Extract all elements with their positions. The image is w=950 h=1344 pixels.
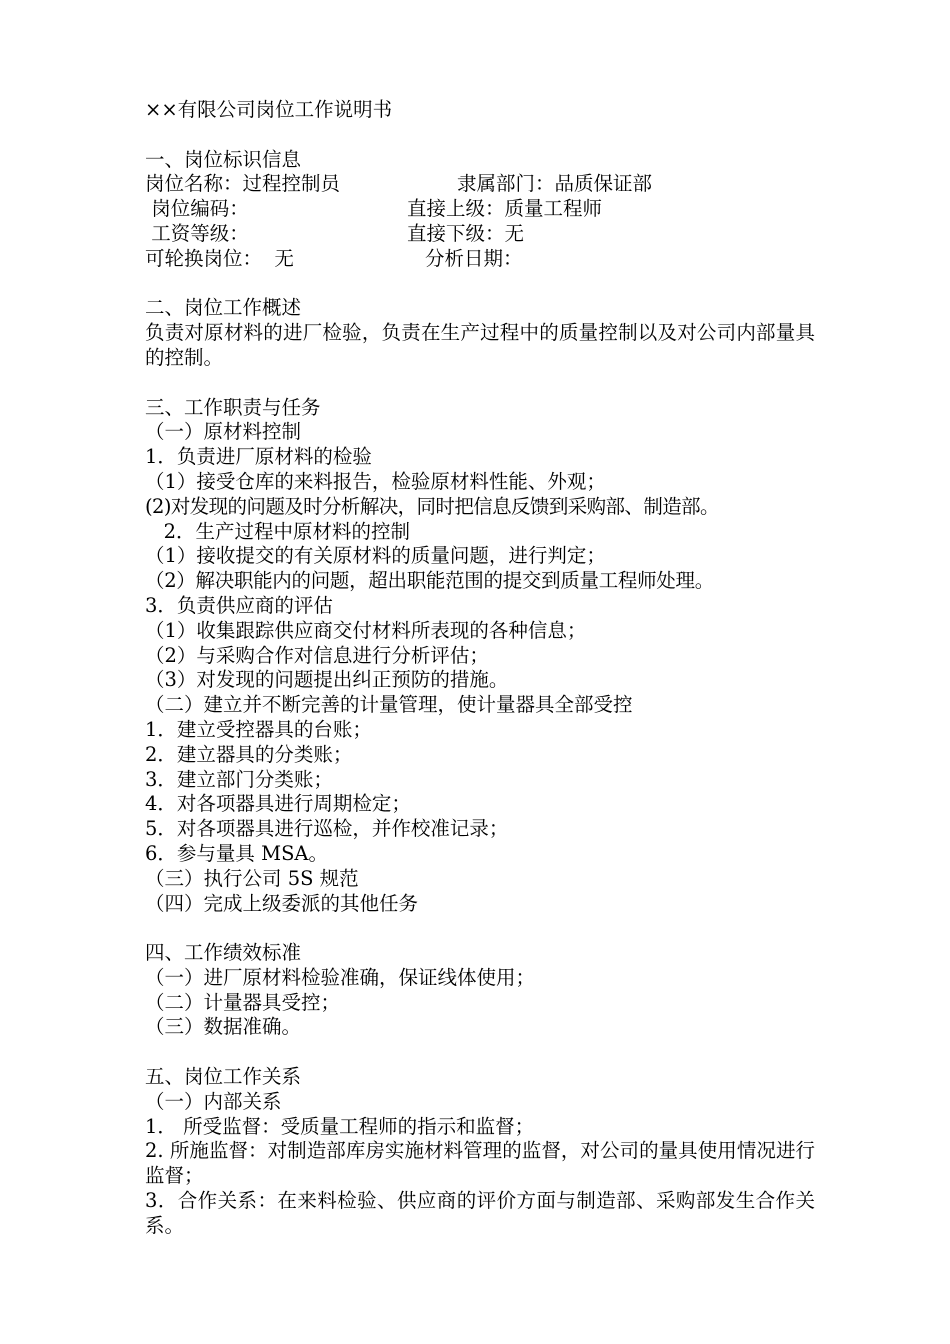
section-heading-overview: 二、岗位工作概述 xyxy=(145,296,302,320)
spacer xyxy=(145,272,815,297)
duty-line: 5．对各项器具进行巡检，并作校准记录； xyxy=(145,817,509,841)
relation-item: 1． 所受监督：受质量工程师的指示和监督； xyxy=(145,1114,535,1138)
duty-line: （1）接受仓库的来料报告，检验原材料性能、外观； xyxy=(145,469,606,493)
duty-line: (2)对发现的问题及时分析解决，同时把信息反馈到采购部、制造部。 xyxy=(145,494,719,518)
field-rotation: 可轮换岗位： 无 xyxy=(145,246,294,270)
duty-line: （一）原材料控制 xyxy=(145,420,302,444)
field-row-3 xyxy=(145,222,815,247)
field-row-2 xyxy=(145,197,815,222)
duty-line: 2．生产过程中原材料的控制 xyxy=(145,519,411,543)
document-title: ××有限公司岗位工作说明书 xyxy=(145,98,393,121)
field-analysis-date: 分析日期： xyxy=(425,246,523,270)
field-position-name: 岗位名称：过程控制员 xyxy=(145,172,341,196)
duty-line: 4．对各项器具进行周期检定； xyxy=(145,792,411,816)
duty-line: （三）执行公司 5S 规范 xyxy=(145,866,359,890)
duty-line: 2．建立器具的分类账； xyxy=(145,742,353,766)
section-heading-relations: 五、岗位工作关系 xyxy=(145,1065,302,1089)
section-heading-performance: 四、工作绩效标准 xyxy=(145,941,302,965)
relations-subheading: （一）内部关系 xyxy=(145,1089,282,1113)
duty-line: 3．建立部门分类账； xyxy=(145,767,333,791)
field-position-code: 岗位编码： xyxy=(145,197,249,221)
field-row-4 xyxy=(145,247,815,272)
duty-line: （2）与采购合作对信息进行分析评估； xyxy=(145,643,489,667)
spacer xyxy=(145,371,815,396)
performance-line: （三）数据准确。 xyxy=(145,1015,302,1039)
duty-line: （二）建立并不断完善的计量管理，使计量器具全部受控 xyxy=(145,693,633,717)
duty-line: 3．负责供应商的评估 xyxy=(145,593,333,617)
relation-item: 2. 所施监督：对制造部库房实施材料管理的监督，对公司的量具使用情况进行监督； xyxy=(145,1139,815,1188)
field-salary-grade: 工资等级： xyxy=(145,221,249,245)
relation-item: 3．合作关系：在来料检验、供应商的评价方面与制造部、采购部发生合作关系。 xyxy=(145,1189,815,1237)
section-heading-identification: 一、岗位标识信息 xyxy=(145,147,302,171)
performance-line: （一）进厂原材料检验准确，保证线体使用； xyxy=(145,965,536,989)
field-row-1 xyxy=(145,172,815,197)
duty-line: 6．参与量具 MSA。 xyxy=(145,841,329,865)
duty-line: （四）完成上级委派的其他任务 xyxy=(145,891,419,915)
field-department: 隶属部门：品质保证部 xyxy=(457,172,653,196)
performance-line: （二）计量器具受控； xyxy=(145,990,341,1014)
field-subordinate: 直接下级：无 xyxy=(407,221,525,245)
duty-line: 1．负责进厂原材料的检验 xyxy=(145,445,372,469)
document-body xyxy=(145,98,815,1239)
spacer xyxy=(145,123,815,148)
duty-line: （1）接收提交的有关原材料的质量问题，进行判定； xyxy=(145,544,606,568)
duty-line: （1）收集跟踪供应商交付材料所表现的各种信息； xyxy=(145,618,587,642)
section-heading-duties: 三、工作职责与任务 xyxy=(145,395,321,419)
spacer xyxy=(145,916,815,941)
duty-line: 1．建立受控器具的台账； xyxy=(145,717,372,741)
duty-line: （3）对发现的问题提出纠正预防的措施。 xyxy=(145,668,509,692)
spacer xyxy=(145,1040,815,1065)
overview-paragraph: 负责对原材料的进厂检验，负责在生产过程中的质量控制以及对公司内部量具的控制。 xyxy=(145,321,815,369)
field-supervisor: 直接上级：质量工程师 xyxy=(407,197,603,221)
duty-line: （2）解决职能内的问题，超出职能范围的提交到质量工程师处理。 xyxy=(145,569,714,593)
